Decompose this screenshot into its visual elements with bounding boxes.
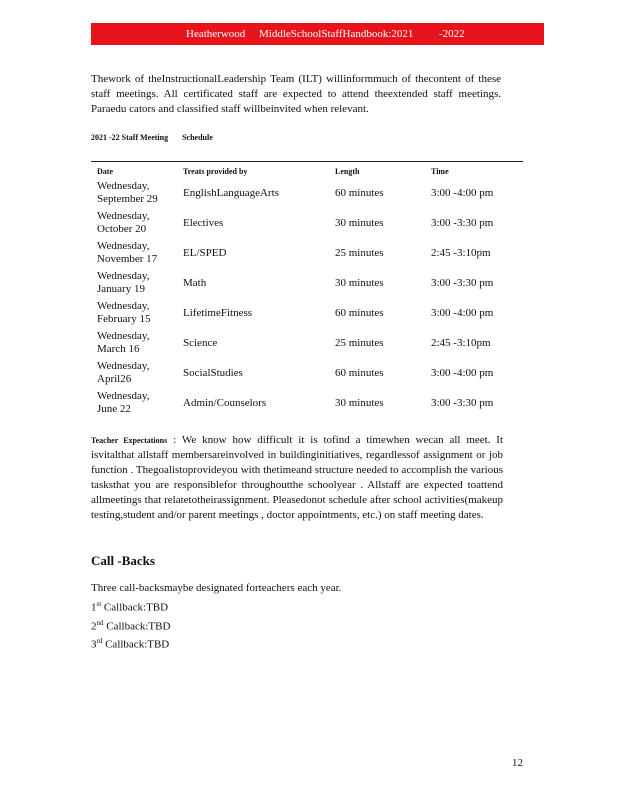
treats-cell: Electives <box>183 217 224 229</box>
column-header: Length <box>329 162 425 179</box>
time-cell: 3:00 -4:00 pm <box>431 307 494 319</box>
table-row <box>91 208 523 238</box>
schedule-title-part: Schedule <box>182 133 213 142</box>
time-cell: 3:00 -4:00 pm <box>431 187 494 199</box>
teacher-expectations <box>91 433 503 523</box>
date-cell: Wednesday, January 19 <box>97 270 150 295</box>
expectations-label: Teacher Expectations <box>91 436 168 445</box>
callbacks-heading: Call -Backs <box>91 553 155 568</box>
callbacks-list <box>91 597 170 653</box>
length-cell: 25 minutes <box>335 247 384 259</box>
length-cell: 25 minutes <box>335 337 384 349</box>
treats-cell: LifetimeFitness <box>183 307 253 319</box>
table-row <box>91 358 523 388</box>
column-header: Treats provided by <box>177 162 329 179</box>
time-cell: 3:00 -3:30 pm <box>431 277 494 289</box>
date-cell: Wednesday, October 20 <box>97 210 150 235</box>
header-year-end: -2022 <box>439 28 465 40</box>
time-cell: 2:45 -3:10pm <box>431 247 491 259</box>
length-cell: 30 minutes <box>335 397 384 409</box>
table-row <box>91 178 523 208</box>
length-cell: 30 minutes <box>335 277 384 289</box>
length-cell: 60 minutes <box>335 307 384 319</box>
table-row <box>91 328 523 358</box>
schedule-title-part: 2021 -22 Staff Meeting <box>91 133 169 142</box>
header-bar <box>91 23 544 45</box>
time-cell: 3:00 -3:30 pm <box>431 217 494 229</box>
time-cell: 3:00 -3:30 pm <box>431 397 494 409</box>
list-item: 3rd Callback:TBD <box>91 637 170 651</box>
time-cell: 3:00 -4:00 pm <box>431 367 494 379</box>
treats-cell: EnglishLanguageArts <box>183 187 279 199</box>
schedule-title <box>91 133 227 142</box>
table-row <box>91 238 523 268</box>
header-school: Heatherwood <box>186 28 246 40</box>
table-row <box>91 298 523 328</box>
length-cell: 60 minutes <box>335 367 384 379</box>
treats-cell: EL/SPED <box>183 247 227 259</box>
expectations-text: : We know how difficult it is tofind a timewhen wecan all meet. It isvitalthat allstaff membersareinvolved in buildinginitiatives, regardlessof assignment or job function . Thegoalistoprovideyou with thetimeand structure needed to accomplish the various tasksthat you are responsiblefor throughoutthe schoolyear . Allstaff are expected toattend allmeetings that relatetotheirassignment. Pleasedonot schedule after school activities(makeup testing,student and/or parent meetings , doctor appointments, etc.) on staff meeting dates. <box>91 434 504 521</box>
column-header: Time <box>425 162 523 179</box>
date-cell: Wednesday, April26 <box>97 360 150 385</box>
length-cell: 30 minutes <box>335 217 384 229</box>
column-header: Date <box>91 162 177 179</box>
table-row <box>91 388 523 418</box>
callbacks-intro: Three call-backsmaybe designated forteachers each year. <box>91 582 342 594</box>
page-number: 12 <box>512 757 523 769</box>
schedule-header-row <box>91 162 523 179</box>
treats-cell: SocialStudies <box>183 367 243 379</box>
date-cell: Wednesday, June 22 <box>97 390 150 415</box>
date-cell: Wednesday, February 15 <box>97 300 151 325</box>
header-handbook: MiddleSchoolStaffHandbook:2021 <box>259 28 414 40</box>
length-cell: 60 minutes <box>335 187 384 199</box>
treats-cell: Math <box>183 277 207 289</box>
table-row <box>91 268 523 298</box>
schedule-table <box>91 161 523 418</box>
intro-paragraph: Thework of theInstructionalLeadership Team (ILT) willinformmuch of thecontent of these staff meetings. All certificated staff are expected to attend theextended staff meetings. Paraedu cators and classified staff willbeinvited when relevant. <box>91 73 501 115</box>
time-cell: 2:45 -3:10pm <box>431 337 491 349</box>
list-item: 1st Callback:TBD <box>91 600 169 614</box>
date-cell: Wednesday, November 17 <box>97 240 158 265</box>
list-item: 2nd Callback:TBD <box>91 618 171 633</box>
date-cell: Wednesday, March 16 <box>97 330 150 355</box>
treats-cell: Admin/Counselors <box>183 397 267 409</box>
date-cell: Wednesday, September 29 <box>97 180 158 205</box>
treats-cell: Science <box>183 337 218 349</box>
